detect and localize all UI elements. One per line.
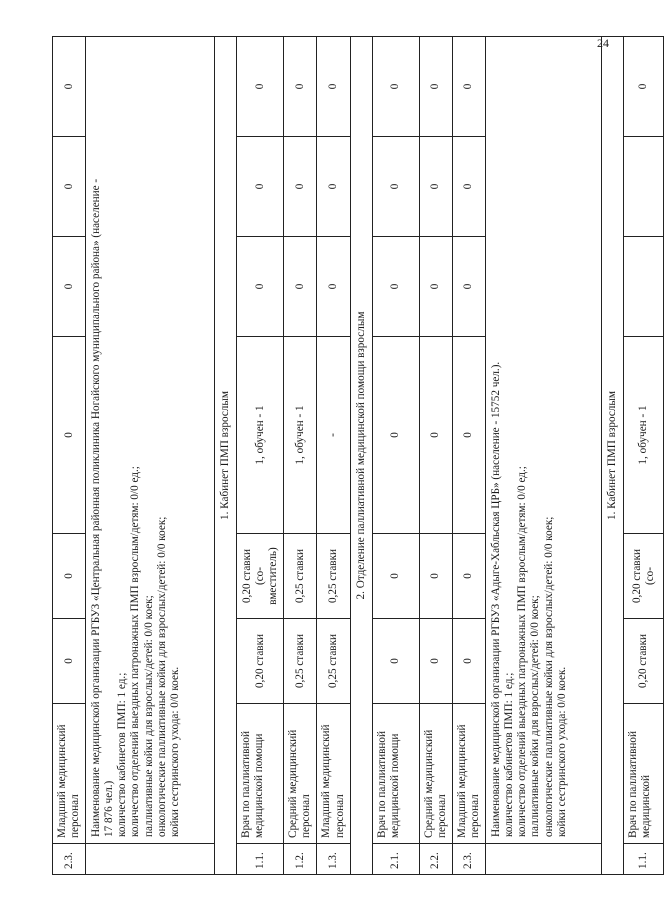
section-title: 1. Кабинет ПМП взрослым xyxy=(602,37,624,875)
rotated-page-content xyxy=(52,37,656,875)
value-cell: 1, обучен - 1 xyxy=(237,337,284,534)
table-row xyxy=(419,37,452,875)
position-name: Врач по паллиативной медицинской помощи xyxy=(372,704,419,844)
value-cell: 0 xyxy=(419,619,452,704)
table-row xyxy=(53,37,86,875)
organization-description xyxy=(86,37,215,844)
empty-cell xyxy=(86,844,215,875)
table-row xyxy=(452,37,485,875)
value-cell: 0 xyxy=(624,37,664,137)
value-cell: 0 xyxy=(452,237,485,337)
section-row xyxy=(602,37,624,875)
row-number: 2.1. xyxy=(372,844,419,875)
value-cell: 0 xyxy=(452,37,485,137)
table-row xyxy=(237,37,284,875)
row-number: 2.3. xyxy=(452,844,485,875)
value-cell: 1, обучен - 1 xyxy=(624,337,664,534)
organization-line: койки сестринского ухода: 0/0 коек. xyxy=(555,666,568,837)
value-cell: 0,25 ставки xyxy=(317,534,350,619)
value-cell: 0,20 ставки (со-вместитель) xyxy=(237,534,284,619)
value-cell: 0 xyxy=(452,619,485,704)
position-name: Младший медицинский персонал xyxy=(317,704,350,844)
organization-line: онкологические паллиативные койки для взрослых/детей: 0/0 коек; xyxy=(155,516,168,837)
position-name: Врач по паллиативной медицинской xyxy=(624,704,664,844)
organization-line: количество отделений выездных патронажных ПМП взрослым/детям: 0/0 ед.; xyxy=(516,466,529,837)
value-cell: 0 xyxy=(372,534,419,619)
value-cell: 0 xyxy=(372,337,419,534)
organization-line: паллиативные койки для взрослых/детей: 0/0 коек; xyxy=(529,595,542,837)
row-number: 1.1. xyxy=(237,844,284,875)
value-cell: 0 xyxy=(284,237,317,337)
organization-line: количество кабинетов ПМП: 1 ед.; xyxy=(503,672,516,837)
value-cell: 0,25 ставки xyxy=(317,619,350,704)
section-title: 2. Отделение паллиативной медицинской помощи взрослым xyxy=(350,37,372,875)
organization-line: онкологические паллиативные койки для взрослых/детей: 0/0 коек; xyxy=(542,516,555,837)
row-number: 1.1. xyxy=(624,844,664,875)
value-cell: 0 xyxy=(317,237,350,337)
value-cell: - xyxy=(317,337,350,534)
value-cell: 0 xyxy=(237,37,284,137)
value-cell: 0 xyxy=(452,137,485,237)
value-cell: 0 xyxy=(317,37,350,137)
value-cell: 0 xyxy=(419,534,452,619)
row-number: 2.3. xyxy=(53,844,86,875)
value-cell: 0 xyxy=(317,137,350,237)
section-row xyxy=(215,37,237,875)
position-name: Младший медицинский персонал xyxy=(53,704,86,844)
table-row xyxy=(284,37,317,875)
organization-line: количество отделений выездных патронажных ПМП взрослым/детям: 0/0 ед.; xyxy=(129,466,142,837)
organization-line: койки сестринского ухода: 0/0 коек. xyxy=(168,666,181,837)
organization-line: 17 876 чел.) xyxy=(103,780,116,837)
value-cell: 0,20 ставки xyxy=(624,619,664,704)
value-cell: 0 xyxy=(372,37,419,137)
section-row xyxy=(350,37,372,875)
value-cell: 0 xyxy=(237,137,284,237)
value-cell: 1, обучен - 1 xyxy=(284,337,317,534)
table-row xyxy=(317,37,350,875)
organization-line: паллиативные койки для взрослых/детей: 0/0 коек; xyxy=(142,595,155,837)
value-cell: 0 xyxy=(452,534,485,619)
value-cell: 0 xyxy=(372,137,419,237)
organization-line: Наименование медицинской организации РГБУЗ «Адыге-Хабльская ЦРБ» (население - 15752 чел.). xyxy=(490,361,503,837)
value-cell: 0,20 ставки xyxy=(237,619,284,704)
value-cell: 0,20 ставки (со- xyxy=(624,534,664,619)
value-cell: 0 xyxy=(419,237,452,337)
value-cell: 0 xyxy=(284,137,317,237)
row-number: 1.3. xyxy=(317,844,350,875)
organization-description xyxy=(486,37,602,844)
value-cell: 0 xyxy=(419,337,452,534)
position-name: Средний медицинский персонал xyxy=(419,704,452,844)
value-cell: 0 xyxy=(284,37,317,137)
table-row xyxy=(372,37,419,875)
value-cell xyxy=(624,137,664,237)
value-cell: 0 xyxy=(372,619,419,704)
value-cell xyxy=(624,237,664,337)
row-number: 2.2. xyxy=(419,844,452,875)
value-cell: 0 xyxy=(53,37,86,137)
position-name: Средний медицинский персонал xyxy=(284,704,317,844)
value-cell: 0 xyxy=(53,619,86,704)
value-cell: 0 xyxy=(419,137,452,237)
position-name: Врач по паллиативной медицинской помощи xyxy=(237,704,284,844)
section-title: 1. Кабинет ПМП взрослым xyxy=(215,37,237,875)
organization-line: Наименование медицинской организации РГБУЗ «Центральная районная поликлиника Ногайского муниципального района» (население - xyxy=(90,178,103,837)
table-row xyxy=(624,37,664,875)
value-cell: 0 xyxy=(452,337,485,534)
value-cell: 0 xyxy=(372,237,419,337)
value-cell: 0,25 ставки xyxy=(284,534,317,619)
value-cell: 0 xyxy=(237,237,284,337)
value-cell: 0 xyxy=(53,137,86,237)
staffing-table xyxy=(52,36,664,875)
organization-row xyxy=(486,37,602,875)
value-cell: 0 xyxy=(53,337,86,534)
row-number: 1.2. xyxy=(284,844,317,875)
value-cell: 0,25 ставки xyxy=(284,619,317,704)
organization-row xyxy=(86,37,215,875)
value-cell: 0 xyxy=(419,37,452,137)
page-number: 24 xyxy=(597,36,609,50)
position-name: Младший медицинский персонал xyxy=(452,704,485,844)
empty-cell xyxy=(486,844,602,875)
value-cell: 0 xyxy=(53,534,86,619)
organization-line: количество кабинетов ПМП: 1 ед.; xyxy=(116,672,129,837)
value-cell: 0 xyxy=(53,237,86,337)
